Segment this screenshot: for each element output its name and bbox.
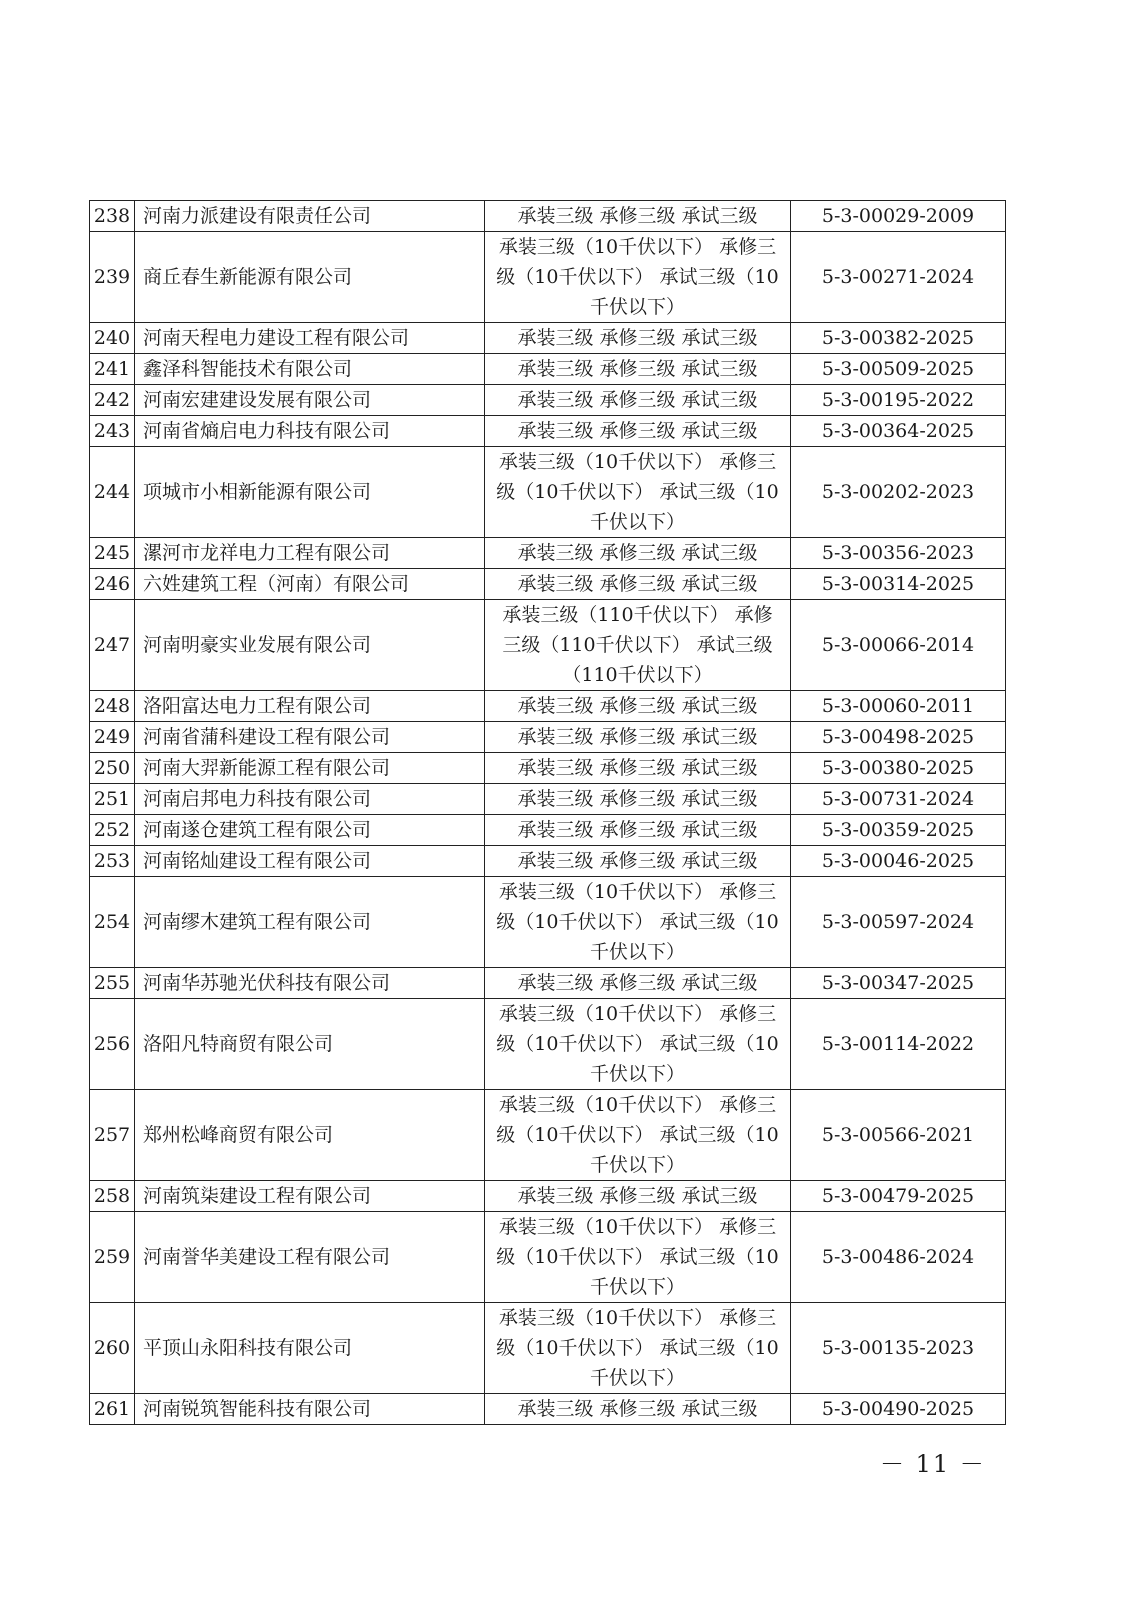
company-name: 河南大羿新能源工程有限公司 (135, 753, 485, 784)
table-row (90, 1090, 1006, 1181)
row-number: 255 (90, 968, 135, 999)
company-name: 项城市小相新能源有限公司 (135, 447, 485, 538)
company-name: 河南缪木建筑工程有限公司 (135, 877, 485, 968)
table-row (90, 538, 1006, 569)
row-number: 244 (90, 447, 135, 538)
certificate-number: 5-3-00509-2025 (791, 354, 1006, 385)
table-row (90, 323, 1006, 354)
certificate-number: 5-3-00271-2024 (791, 232, 1006, 323)
table-row (90, 753, 1006, 784)
certificate-number: 5-3-00114-2022 (791, 999, 1006, 1090)
table-row (90, 1181, 1006, 1212)
table-row (90, 815, 1006, 846)
company-name: 漯河市龙祥电力工程有限公司 (135, 538, 485, 569)
row-number: 243 (90, 416, 135, 447)
row-number: 253 (90, 846, 135, 877)
page-number: － 11 － (880, 1450, 986, 1478)
certificate-number: 5-3-00202-2023 (791, 447, 1006, 538)
row-number: 261 (90, 1394, 135, 1425)
company-name: 鑫泽科智能技术有限公司 (135, 354, 485, 385)
certificate-number: 5-3-00356-2023 (791, 538, 1006, 569)
table-row (90, 1303, 1006, 1394)
qualification-level: 承装三级（10千伏以下） 承修三级（10千伏以下） 承试三级（10千伏以下） (485, 1090, 791, 1181)
qualification-level: 承装三级 承修三级 承试三级 (485, 691, 791, 722)
qualification-level: 承装三级 承修三级 承试三级 (485, 569, 791, 600)
table-row (90, 447, 1006, 538)
company-name: 河南明豪实业发展有限公司 (135, 600, 485, 691)
license-table (89, 200, 1006, 1425)
row-number: 247 (90, 600, 135, 691)
company-name: 平顶山永阳科技有限公司 (135, 1303, 485, 1394)
company-name: 河南宏建建设发展有限公司 (135, 385, 485, 416)
row-number: 249 (90, 722, 135, 753)
row-number: 254 (90, 877, 135, 968)
row-number: 241 (90, 354, 135, 385)
certificate-number: 5-3-00479-2025 (791, 1181, 1006, 1212)
company-name: 河南启邦电力科技有限公司 (135, 784, 485, 815)
qualification-level: 承装三级 承修三级 承试三级 (485, 1394, 791, 1425)
row-number: 246 (90, 569, 135, 600)
row-number: 238 (90, 201, 135, 232)
table-row (90, 416, 1006, 447)
company-name: 河南锐筑智能科技有限公司 (135, 1394, 485, 1425)
certificate-number: 5-3-00046-2025 (791, 846, 1006, 877)
qualification-level: 承装三级 承修三级 承试三级 (485, 354, 791, 385)
table-row (90, 569, 1006, 600)
certificate-number: 5-3-00597-2024 (791, 877, 1006, 968)
certificate-number: 5-3-00066-2014 (791, 600, 1006, 691)
table-row (90, 877, 1006, 968)
table-row (90, 784, 1006, 815)
certificate-number: 5-3-00060-2011 (791, 691, 1006, 722)
row-number: 251 (90, 784, 135, 815)
qualification-level: 承装三级 承修三级 承试三级 (485, 753, 791, 784)
qualification-level: 承装三级 承修三级 承试三级 (485, 784, 791, 815)
company-name: 洛阳富达电力工程有限公司 (135, 691, 485, 722)
company-name: 河南誉华美建设工程有限公司 (135, 1212, 485, 1303)
certificate-number: 5-3-00195-2022 (791, 385, 1006, 416)
company-name: 河南华苏驰光伏科技有限公司 (135, 968, 485, 999)
qualification-level: 承装三级 承修三级 承试三级 (485, 846, 791, 877)
qualification-level: 承装三级 承修三级 承试三级 (485, 201, 791, 232)
qualification-level: 承装三级 承修三级 承试三级 (485, 968, 791, 999)
row-number: 240 (90, 323, 135, 354)
table-row (90, 999, 1006, 1090)
qualification-level: 承装三级 承修三级 承试三级 (485, 323, 791, 354)
row-number: 252 (90, 815, 135, 846)
row-number: 242 (90, 385, 135, 416)
company-name: 洛阳凡特商贸有限公司 (135, 999, 485, 1090)
certificate-number: 5-3-00498-2025 (791, 722, 1006, 753)
qualification-level: 承装三级（10千伏以下） 承修三级（10千伏以下） 承试三级（10千伏以下） (485, 1303, 791, 1394)
qualification-level: 承装三级（10千伏以下） 承修三级（10千伏以下） 承试三级（10千伏以下） (485, 877, 791, 968)
table-row (90, 385, 1006, 416)
certificate-number: 5-3-00029-2009 (791, 201, 1006, 232)
qualification-level: 承装三级（10千伏以下） 承修三级（10千伏以下） 承试三级（10千伏以下） (485, 232, 791, 323)
company-name: 河南省熵启电力科技有限公司 (135, 416, 485, 447)
table-row (90, 1212, 1006, 1303)
table-row (90, 1394, 1006, 1425)
certificate-number: 5-3-00731-2024 (791, 784, 1006, 815)
table-row (90, 354, 1006, 385)
table-row (90, 722, 1006, 753)
company-name: 河南筑柒建设工程有限公司 (135, 1181, 485, 1212)
company-name: 六姓建筑工程（河南）有限公司 (135, 569, 485, 600)
table-row (90, 232, 1006, 323)
certificate-number: 5-3-00382-2025 (791, 323, 1006, 354)
table-body (90, 201, 1006, 1425)
qualification-level: 承装三级（110千伏以下） 承修三级（110千伏以下） 承试三级（110千伏以下） (485, 600, 791, 691)
certificate-number: 5-3-00380-2025 (791, 753, 1006, 784)
qualification-level: 承装三级 承修三级 承试三级 (485, 416, 791, 447)
qualification-level: 承装三级 承修三级 承试三级 (485, 538, 791, 569)
company-name: 商丘春生新能源有限公司 (135, 232, 485, 323)
company-name: 河南铭灿建设工程有限公司 (135, 846, 485, 877)
certificate-number: 5-3-00364-2025 (791, 416, 1006, 447)
qualification-level: 承装三级 承修三级 承试三级 (485, 815, 791, 846)
certificate-number: 5-3-00359-2025 (791, 815, 1006, 846)
qualification-level: 承装三级（10千伏以下） 承修三级（10千伏以下） 承试三级（10千伏以下） (485, 1212, 791, 1303)
certificate-number: 5-3-00566-2021 (791, 1090, 1006, 1181)
row-number: 256 (90, 999, 135, 1090)
certificate-number: 5-3-00486-2024 (791, 1212, 1006, 1303)
row-number: 259 (90, 1212, 135, 1303)
row-number: 260 (90, 1303, 135, 1394)
table-row (90, 201, 1006, 232)
row-number: 258 (90, 1181, 135, 1212)
table-row (90, 600, 1006, 691)
company-name: 河南天程电力建设工程有限公司 (135, 323, 485, 354)
qualification-level: 承装三级 承修三级 承试三级 (485, 385, 791, 416)
qualification-level: 承装三级 承修三级 承试三级 (485, 1181, 791, 1212)
certificate-number: 5-3-00490-2025 (791, 1394, 1006, 1425)
qualification-level: 承装三级（10千伏以下） 承修三级（10千伏以下） 承试三级（10千伏以下） (485, 447, 791, 538)
table-row (90, 968, 1006, 999)
row-number: 248 (90, 691, 135, 722)
row-number: 257 (90, 1090, 135, 1181)
company-name: 河南省蒲科建设工程有限公司 (135, 722, 485, 753)
table-row (90, 691, 1006, 722)
company-name: 郑州松峰商贸有限公司 (135, 1090, 485, 1181)
row-number: 239 (90, 232, 135, 323)
company-name: 河南力派建设有限责任公司 (135, 201, 485, 232)
certificate-number: 5-3-00314-2025 (791, 569, 1006, 600)
table-row (90, 846, 1006, 877)
qualification-level: 承装三级（10千伏以下） 承修三级（10千伏以下） 承试三级（10千伏以下） (485, 999, 791, 1090)
certificate-number: 5-3-00135-2023 (791, 1303, 1006, 1394)
row-number: 245 (90, 538, 135, 569)
certificate-number: 5-3-00347-2025 (791, 968, 1006, 999)
company-name: 河南遂仓建筑工程有限公司 (135, 815, 485, 846)
qualification-level: 承装三级 承修三级 承试三级 (485, 722, 791, 753)
row-number: 250 (90, 753, 135, 784)
